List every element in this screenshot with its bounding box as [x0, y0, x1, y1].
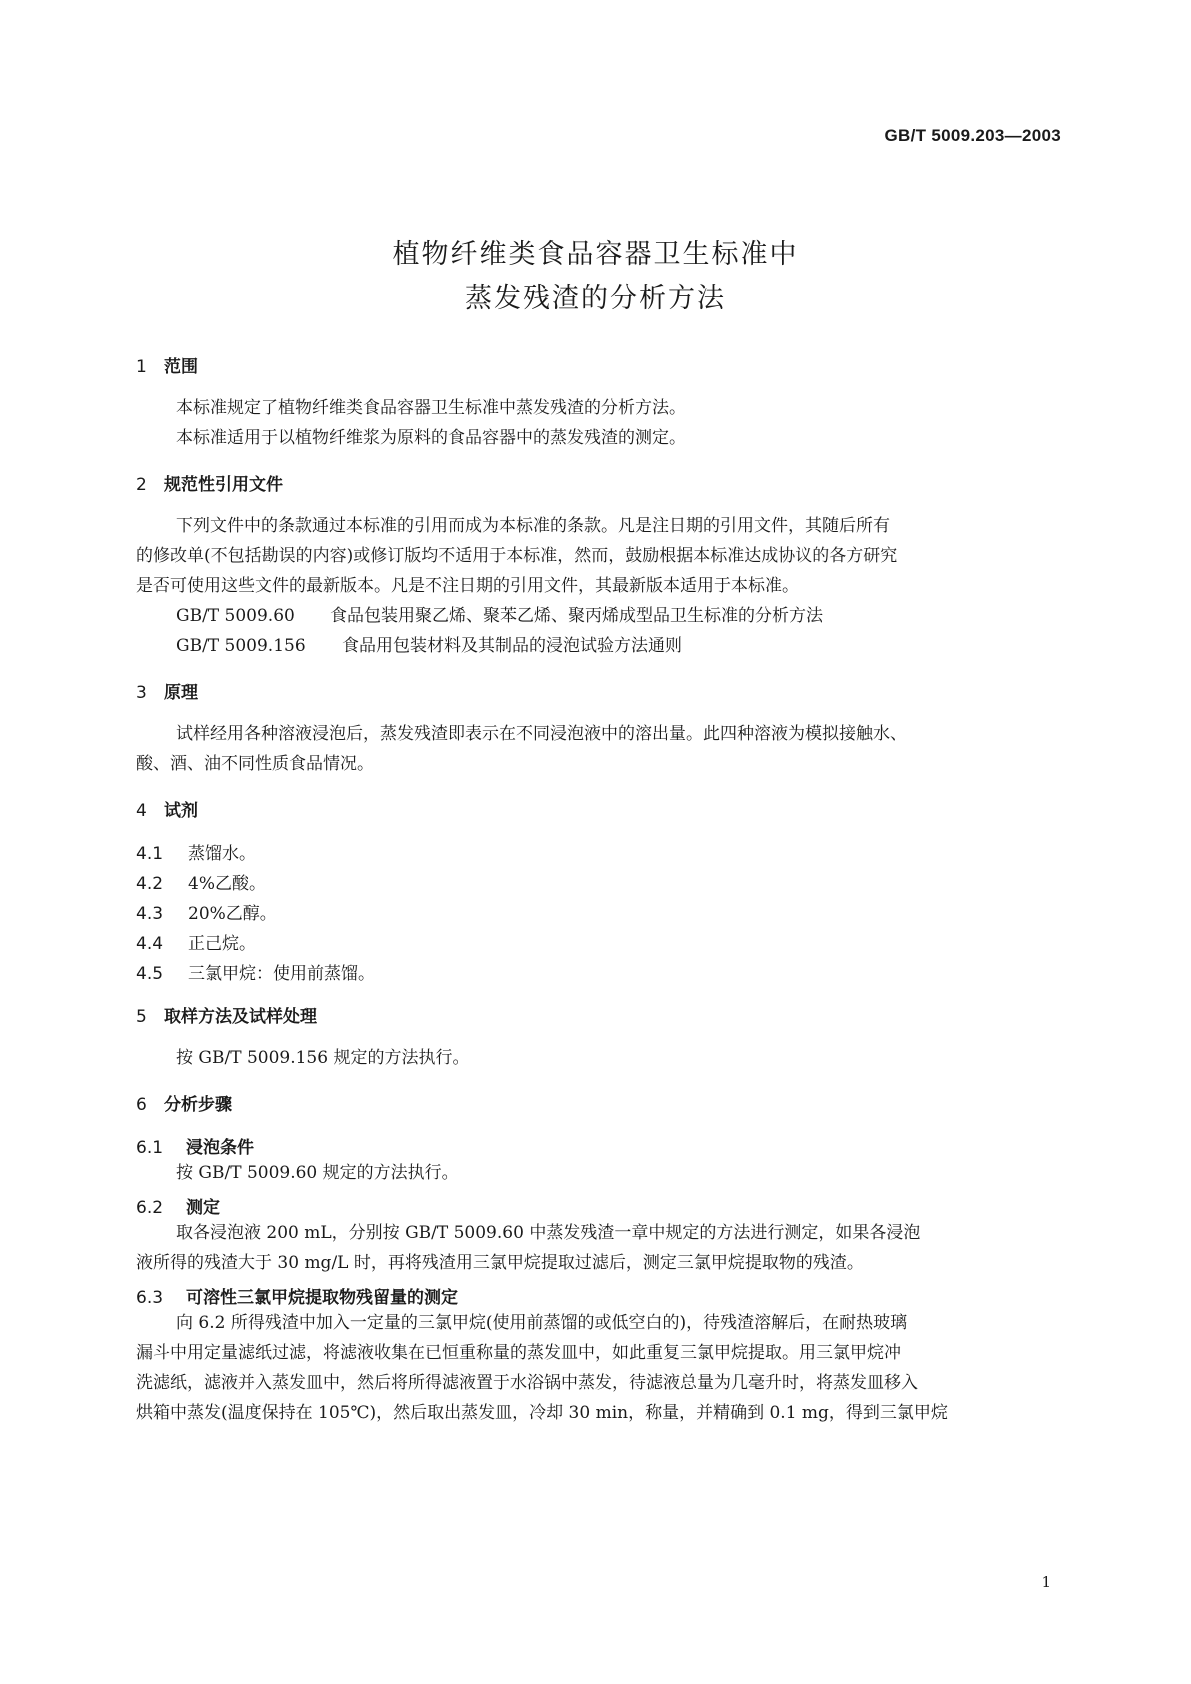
item-number: 4.2: [136, 874, 164, 894]
section-number: 4: [136, 801, 147, 821]
reagent-item: [136, 959, 375, 984]
section-number: 1: [136, 357, 147, 377]
section-1-heading: [136, 352, 198, 377]
section-3-heading: [136, 678, 198, 703]
item-number: 4.4: [136, 934, 164, 954]
reagent-item: [136, 929, 256, 954]
section-title: 范围: [164, 357, 198, 377]
subsection-6-2-heading: [136, 1193, 220, 1218]
paragraph-line: 洗滤纸，滤液并入蒸发皿中，然后将所得滤液置于水浴锅中蒸发，待滤液总量为几毫升时，将蒸发皿移入: [136, 1373, 918, 1393]
section-title: 分析步骤: [164, 1095, 232, 1115]
paragraph-line: 漏斗中用定量滤纸过滤，将滤液收集在已恒重称量的蒸发皿中，如此重复三氯甲烷提取。用三氯甲烷冲: [136, 1343, 901, 1363]
paragraph-line: 酸、酒、油不同性质食品情况。: [136, 754, 374, 774]
item-number: 4.3: [136, 904, 164, 924]
section-number: 5: [136, 1007, 147, 1027]
section-title: 取样方法及试样处理: [164, 1007, 317, 1027]
reagent-item: [136, 869, 266, 894]
subsection-title: 测定: [186, 1198, 220, 1218]
section-number: 6: [136, 1095, 147, 1115]
paragraph-line: 的修改单(不包括勘误的内容)或修订版均不适用于本标准，然而，鼓励根据本标准达成协议的各方研究: [136, 546, 898, 566]
subsection-number: 6.1: [136, 1138, 164, 1158]
subsection-title: 浸泡条件: [186, 1138, 254, 1158]
page-number: 1: [1041, 1573, 1051, 1591]
paragraph: 按 GB/T 5009.60 规定的方法执行。: [176, 1163, 459, 1183]
reagent-item: [136, 899, 277, 924]
reference-code: GB/T 5009.156: [176, 636, 306, 656]
reagent-item: [136, 839, 256, 864]
section-title: 试剂: [164, 801, 198, 821]
paragraph-line: 试样经用各种溶液浸泡后，蒸发残渣即表示在不同浸泡液中的溶出量。此四种溶液为模拟接触水、: [176, 724, 907, 744]
section-5-heading: [136, 1002, 317, 1027]
section-number: 2: [136, 475, 147, 495]
paragraph-line: 下列文件中的条款通过本标准的引用而成为本标准的条款。凡是注日期的引用文件，其随后所有: [176, 516, 890, 536]
item-text: 4%乙酸。: [188, 874, 266, 894]
paragraph-line: 烘箱中蒸发(温度保持在 105℃)，然后取出蒸发皿，冷却 30 min，称量，并精确到 0.1 mg，得到三氯甲烷: [136, 1403, 948, 1423]
paragraph-line: 向 6.2 所得残渣中加入一定量的三氯甲烷(使用前蒸馏的或低空白的)，待残渣溶解后，在耐热玻璃: [176, 1313, 908, 1333]
document-title-line-1: 植物纤维类食品容器卫生标准中: [392, 239, 799, 270]
paragraph-line: 液所得的残渣大于 30 mg/L 时，再将残渣用三氯甲烷提取过滤后，测定三氯甲烷提取物的残渣。: [136, 1253, 864, 1273]
item-text: 蒸馏水。: [188, 844, 256, 864]
normative-reference: [176, 631, 682, 662]
normative-reference: [176, 601, 823, 632]
subsection-6-3-heading: [136, 1283, 458, 1308]
subsection-6-1-heading: [136, 1133, 254, 1158]
document-title-line-2: 蒸发残渣的分析方法: [465, 283, 726, 314]
paragraph-line: 取各浸泡液 200 mL，分别按 GB/T 5009.60 中蒸发残渣一章中规定的方法进行测定，如果各浸泡: [176, 1223, 921, 1243]
reference-code: GB/T 5009.60: [176, 606, 295, 626]
subsection-number: 6.3: [136, 1288, 164, 1308]
item-text: 三氯甲烷：使用前蒸馏。: [188, 964, 375, 984]
subsection-number: 6.2: [136, 1198, 164, 1218]
subsection-title: 可溶性三氯甲烷提取物残留量的测定: [186, 1288, 458, 1308]
section-4-heading: [136, 796, 198, 821]
section-2-heading: [136, 470, 283, 495]
paragraph: 按 GB/T 5009.156 规定的方法执行。: [176, 1048, 470, 1068]
item-text: 正己烷。: [188, 934, 256, 954]
section-number: 3: [136, 683, 147, 703]
section-title: 规范性引用文件: [164, 475, 283, 495]
item-number: 4.5: [136, 964, 164, 984]
section-6-heading: [136, 1090, 232, 1115]
paragraph-line: 是否可使用这些文件的最新版本。凡是不注日期的引用文件，其最新版本适用于本标准。: [136, 576, 799, 596]
item-number: 4.1: [136, 844, 164, 864]
paragraph: 本标准适用于以植物纤维浆为原料的食品容器中的蒸发残渣的测定。: [176, 428, 686, 448]
item-text: 20%乙醇。: [188, 904, 277, 924]
paragraph: 本标准规定了植物纤维类食品容器卫生标准中蒸发残渣的分析方法。: [176, 398, 686, 418]
section-title: 原理: [164, 683, 198, 703]
reference-title: 食品用包装材料及其制品的浸泡试验方法通则: [342, 636, 682, 656]
standard-code: GB/T 5009.203—2003: [884, 126, 1061, 145]
reference-title: 食品包装用聚乙烯、聚苯乙烯、聚丙烯成型品卫生标准的分析方法: [330, 606, 823, 626]
